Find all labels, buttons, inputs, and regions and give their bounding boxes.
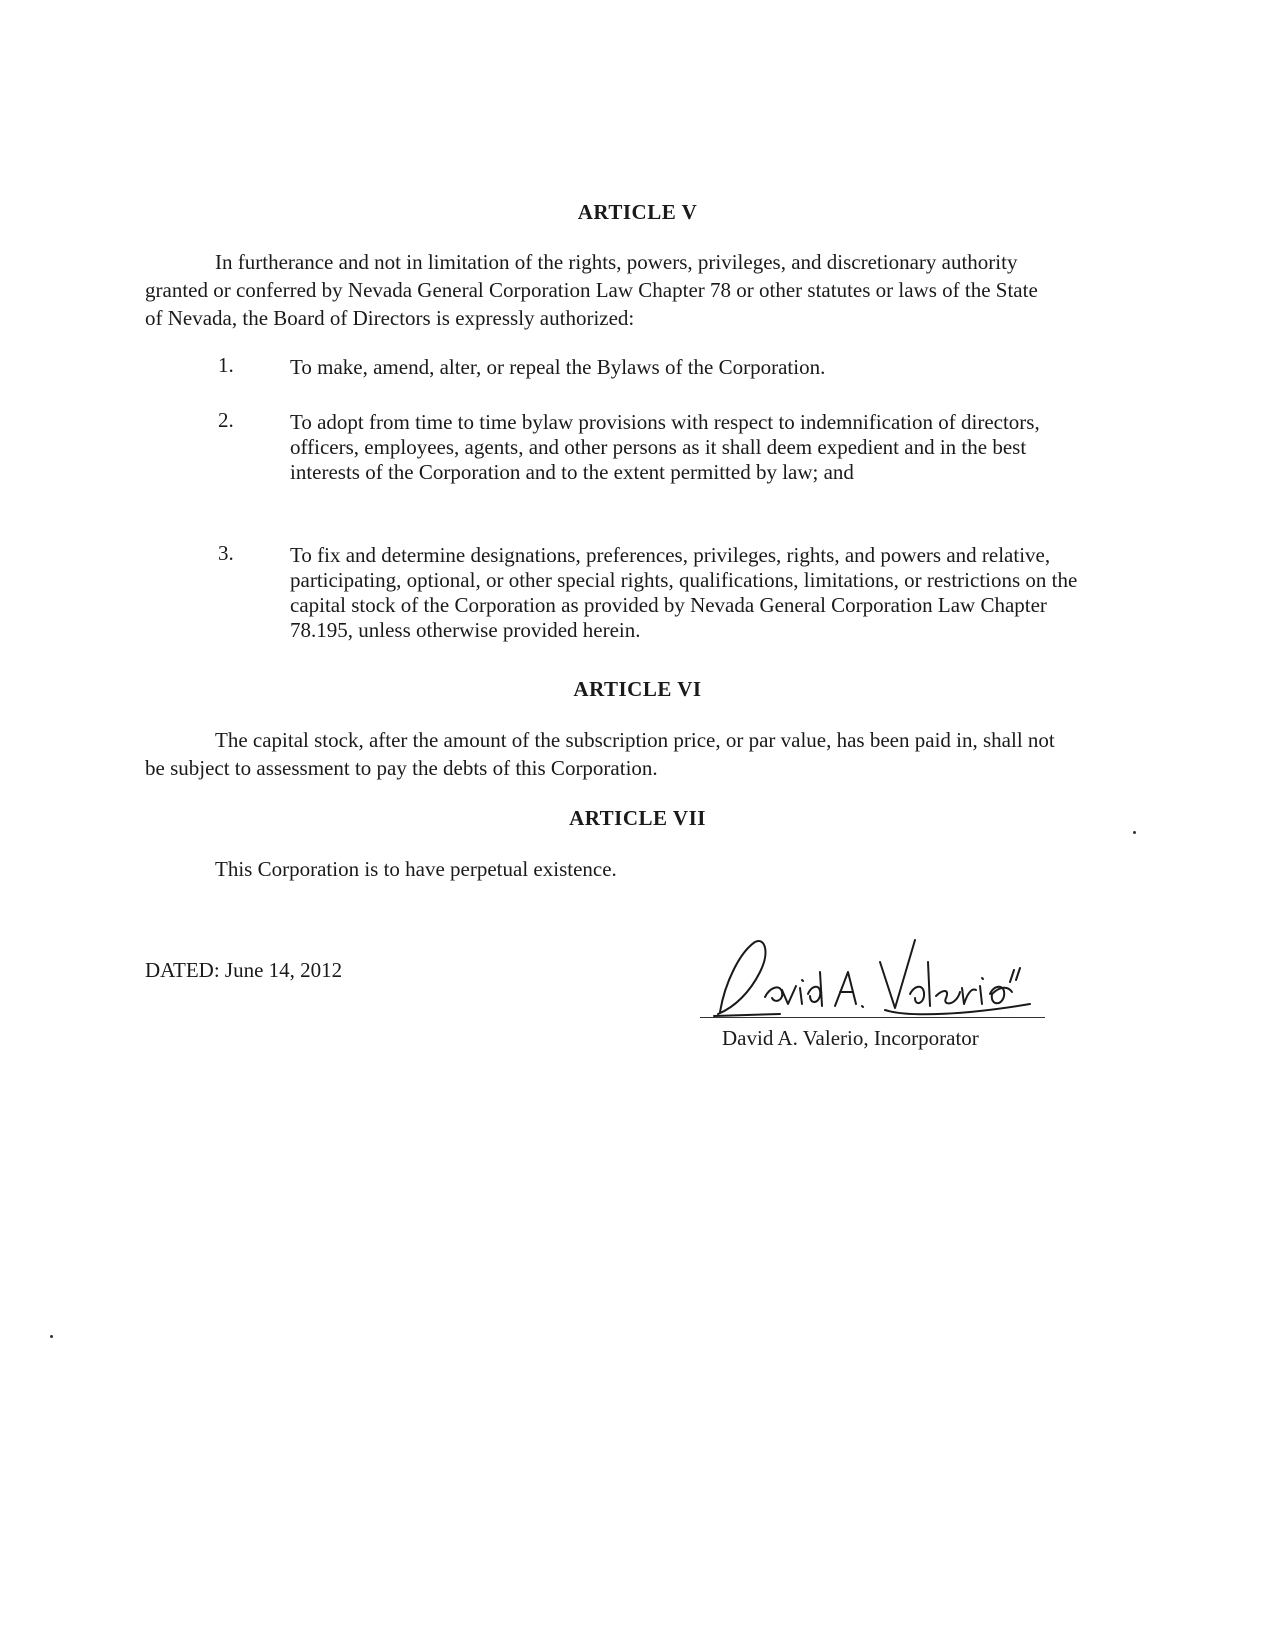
handwritten-signature bbox=[710, 922, 1050, 1032]
item-number: 2. bbox=[218, 408, 234, 432]
signatory-name: David A. Valerio, Incorporator bbox=[722, 1026, 979, 1050]
item-text: To make, amend, alter, or repeal the Bylaws of the Corporation. bbox=[290, 355, 826, 379]
article-vi-heading: ARTICLE VI bbox=[573, 677, 702, 701]
item-number: 3. bbox=[218, 541, 234, 565]
scan-speck bbox=[50, 1335, 53, 1338]
dated-line: DATED: June 14, 2012 bbox=[145, 958, 343, 982]
signature-line bbox=[700, 1017, 1045, 1018]
article-vi-body: The capital stock, after the amount of the subscription price, or par value, has been paid in, shall not be subject to assessment to pay the debts of this Corporation. bbox=[145, 728, 1055, 780]
article-v-intro: In furtherance and not in limitation of the rights, powers, privileges, and discretionary authority granted or conferred by Nevada General Corporation Law Chapter 78 or other statutes or laws of the State of Nevada, the Board of Directors is expressly authorized: bbox=[145, 250, 1038, 330]
article-vii-body: This Corporation is to have perpetual existence. bbox=[215, 857, 617, 881]
scan-speck bbox=[1133, 831, 1136, 834]
item-number: 1. bbox=[218, 353, 234, 377]
item-text: To adopt from time to time bylaw provisions with respect to indemnification of directors, officers, employees, agents, and other persons as it shall deem expedient and in the best interests of the Corporation and to the extent permitted by law; and bbox=[290, 410, 1040, 484]
article-v-heading: ARTICLE V bbox=[577, 200, 698, 224]
item-text: To fix and determine designations, preferences, privileges, rights, and powers and relative, participating, optional, or other special rights, qualifications, limitations, or restrictions on the capital stock of the Corporation as provided by Nevada General Corporation Law Chapter 78.195, unless otherwise provided herein. bbox=[290, 543, 1078, 642]
article-vii-heading: ARTICLE VII bbox=[569, 806, 706, 830]
